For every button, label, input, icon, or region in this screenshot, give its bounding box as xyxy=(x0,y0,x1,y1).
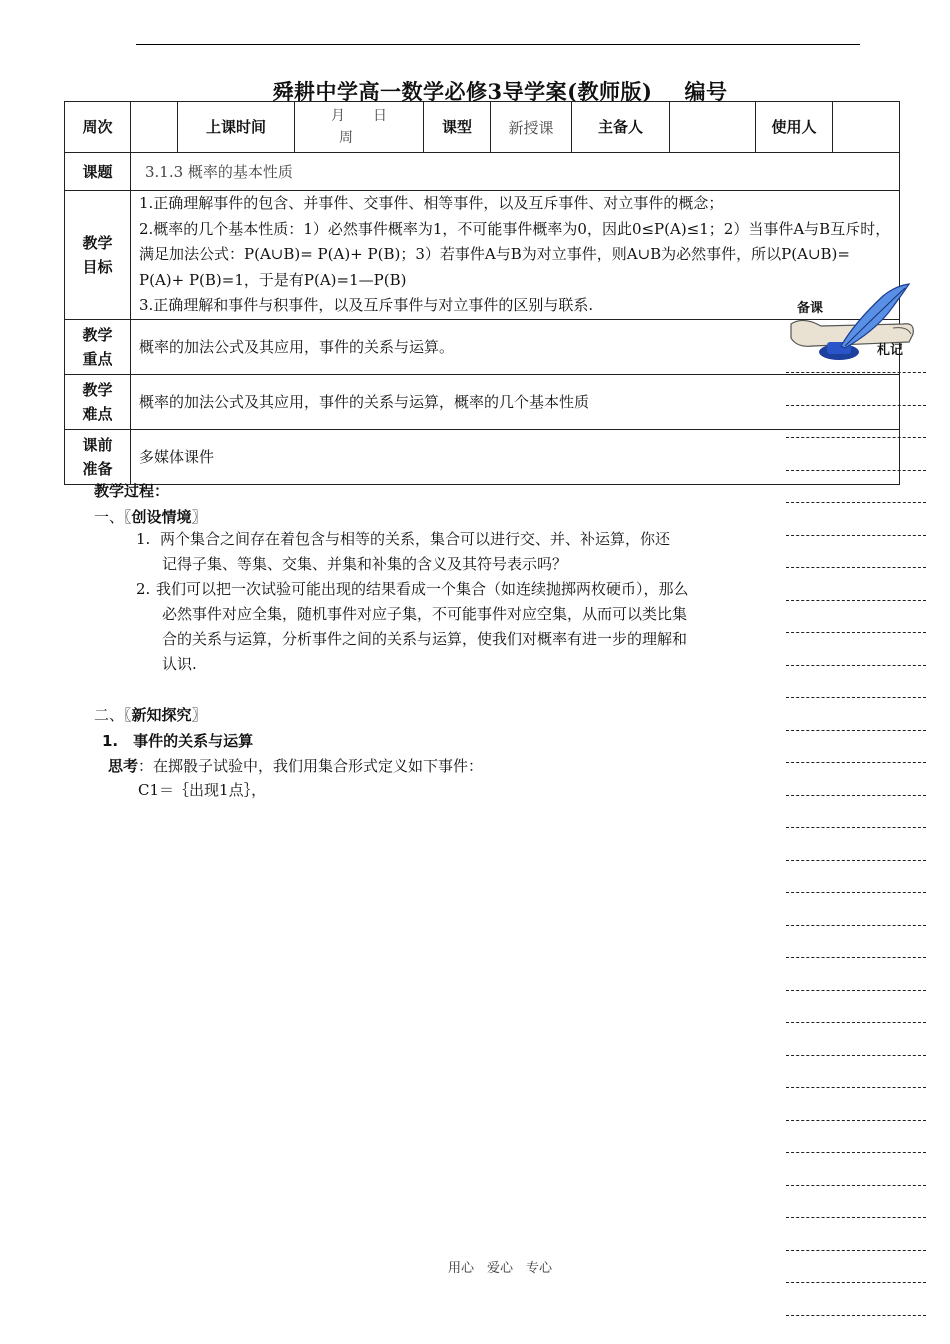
notes-dashed-line xyxy=(786,795,926,796)
notes-dashed-line xyxy=(786,762,926,763)
week-value xyxy=(131,102,178,153)
time-month-day: 月 日 xyxy=(331,108,387,124)
item-2-text-2: 必然事件对应全集，随机事件对应子集，不可能事件对应空集，从而可以类比集 xyxy=(162,605,688,623)
notes-dashed-line xyxy=(786,1315,926,1316)
prep-label-1: 课前 xyxy=(82,435,113,454)
think-text: ：在掷骰子试验中，我们用集合形式定义如下事件： xyxy=(138,757,484,775)
prep-label-2: 准备 xyxy=(82,459,113,478)
key-value: 概率的加法公式及其应用，事件的关系与运算。 xyxy=(131,319,900,374)
notes-dashed-line xyxy=(786,1055,926,1056)
notes-dashed-line xyxy=(786,1282,926,1283)
objectives-label-1: 教学 xyxy=(82,233,113,252)
notes-dashed-line xyxy=(786,1217,926,1218)
section-2-prefix: 二、〖 xyxy=(94,706,132,724)
notes-dashed-line xyxy=(786,437,926,438)
difficulty-label xyxy=(65,374,131,429)
preparer-value xyxy=(670,102,756,153)
notes-dashed-line xyxy=(786,405,926,406)
difficulty-label-2: 难点 xyxy=(82,404,113,423)
think-label: 思考 xyxy=(108,757,139,775)
item-2-text-3: 合的关系与运算，分析事件之间的关系与运算，使我们对概率有进一步的理解和 xyxy=(162,630,688,648)
table-row-objectives xyxy=(65,191,900,320)
page-footer: 用心 爱心 专心 xyxy=(447,1261,552,1276)
lesson-info-table xyxy=(64,101,900,485)
notes-dashed-line xyxy=(786,600,926,601)
notes-dashed-line xyxy=(786,730,926,731)
notes-dashed-line xyxy=(786,1120,926,1121)
table-row-difficulty xyxy=(65,374,900,429)
notes-dashed-line xyxy=(786,1152,926,1153)
notes-dashed-line xyxy=(786,567,926,568)
notes-dashed-line xyxy=(786,860,926,861)
item-1-text: 两个集合之间存在着包含与相等的关系，集合可以进行交、并、补运算，你还 xyxy=(160,530,671,548)
c1-definition: C1＝｛出现1点｝， xyxy=(138,781,267,799)
topic-label: 课题 xyxy=(65,153,131,191)
section-2-suffix: 〗 xyxy=(191,706,207,724)
objective-item: 3.正确理解和事件与积事件，以及互斥事件与对立事件的区别与联系. xyxy=(139,296,594,314)
table-row-meta xyxy=(65,102,900,153)
objectives-label-2: 目标 xyxy=(82,257,113,276)
time-label: 上课时间 xyxy=(178,102,295,153)
key-label xyxy=(65,319,131,374)
notes-dashed-line xyxy=(786,502,926,503)
logo-text-2: 札记 xyxy=(877,343,904,358)
preparer-label: 主备人 xyxy=(572,102,670,153)
header-rule xyxy=(136,44,860,45)
section-2-heading xyxy=(94,704,207,725)
quill-pen-scroll-icon xyxy=(783,282,923,364)
objective-item: 2.概率的几个基本性质：1）必然事件概率为1，不可能事件概率为0，因此0≤P(A)≤1；2）当事件A与B互斥时，满足加法公式：P(A∪B)= P(A)+ P(B)；3）若事件A与B为对立事件，则A∪B为必然事件，所以P(A∪B)= P(A)+ P(B)=1，于是有P(A)=1—P(B) xyxy=(139,219,891,289)
time-value xyxy=(295,102,424,153)
notes-dashed-line xyxy=(786,1087,926,1088)
key-label-2: 重点 xyxy=(82,349,113,368)
process-title: 教学过程： xyxy=(94,482,170,500)
notes-dashed-line xyxy=(786,1185,926,1186)
section-2-title: 新知探究 xyxy=(131,706,192,724)
section-1-title: 创设情境 xyxy=(131,508,192,526)
think-line xyxy=(108,755,483,776)
subsection-1-heading: 1. 事件的关系与运算 xyxy=(102,732,254,750)
type-value: 新授课 xyxy=(491,102,572,153)
item-2-text-4: 认识. xyxy=(162,655,197,673)
key-label-1: 教学 xyxy=(82,325,113,344)
notes-dashed-line xyxy=(786,892,926,893)
notes-dashed-line xyxy=(786,665,926,666)
difficulty-value: 概率的加法公式及其应用，事件的关系与运算，概率的几个基本性质 xyxy=(131,374,900,429)
list-item xyxy=(136,527,756,577)
item-2-text: 我们可以把一次试验可能出现的结果看成一个集合（如连续抛掷两枚硬币），那么 xyxy=(156,580,689,598)
type-label: 课型 xyxy=(424,102,491,153)
logo-text-1: 备课 xyxy=(797,301,824,316)
section-1-suffix: 〗 xyxy=(191,508,207,526)
notes-dashed-line xyxy=(786,632,926,633)
prep-label xyxy=(65,429,131,484)
difficulty-label-1: 教学 xyxy=(82,380,113,399)
title-text: 舜耕中学高一数学必修3导学案(教师版) xyxy=(272,79,653,104)
section-1-heading xyxy=(94,506,207,527)
user-value xyxy=(833,102,900,153)
lesson-notes-logo xyxy=(783,282,923,364)
item-1-num: 1. xyxy=(136,530,151,548)
objective-item: 1.正确理解事件的包含、并事件、交事件、相等事件，以及互斥事件、对立事件的概念； xyxy=(139,194,724,212)
notes-dashed-line xyxy=(786,1022,926,1023)
notes-dashed-line xyxy=(786,1250,926,1251)
topic-value: 3.1.3 概率的基本性质 xyxy=(131,153,900,191)
notes-dashed-line xyxy=(786,535,926,536)
notes-dashed-line xyxy=(786,827,926,828)
number-label: 编号 xyxy=(684,79,728,104)
table-row-topic xyxy=(65,153,900,191)
notes-dashed-line xyxy=(786,957,926,958)
notes-dashed-line xyxy=(786,470,926,471)
notes-dashed-line xyxy=(786,697,926,698)
item-2-num: 2. xyxy=(136,580,151,598)
section-1-prefix: 一、〖 xyxy=(94,508,132,526)
prep-value: 多媒体课件 xyxy=(131,429,900,484)
notes-dashed-line xyxy=(786,990,926,991)
table-row-key xyxy=(65,319,900,374)
item-1-text-2: 记得子集、等集、交集、并集和补集的含义及其符号表示吗？ xyxy=(162,555,568,573)
list-item xyxy=(136,577,756,677)
notes-dashed-line xyxy=(786,925,926,926)
user-label: 使用人 xyxy=(756,102,833,153)
time-week: 周 xyxy=(339,130,353,146)
objectives-label xyxy=(65,191,131,320)
table-row-prep xyxy=(65,429,900,484)
week-label: 周次 xyxy=(65,102,131,153)
notes-dashed-line xyxy=(786,372,926,373)
